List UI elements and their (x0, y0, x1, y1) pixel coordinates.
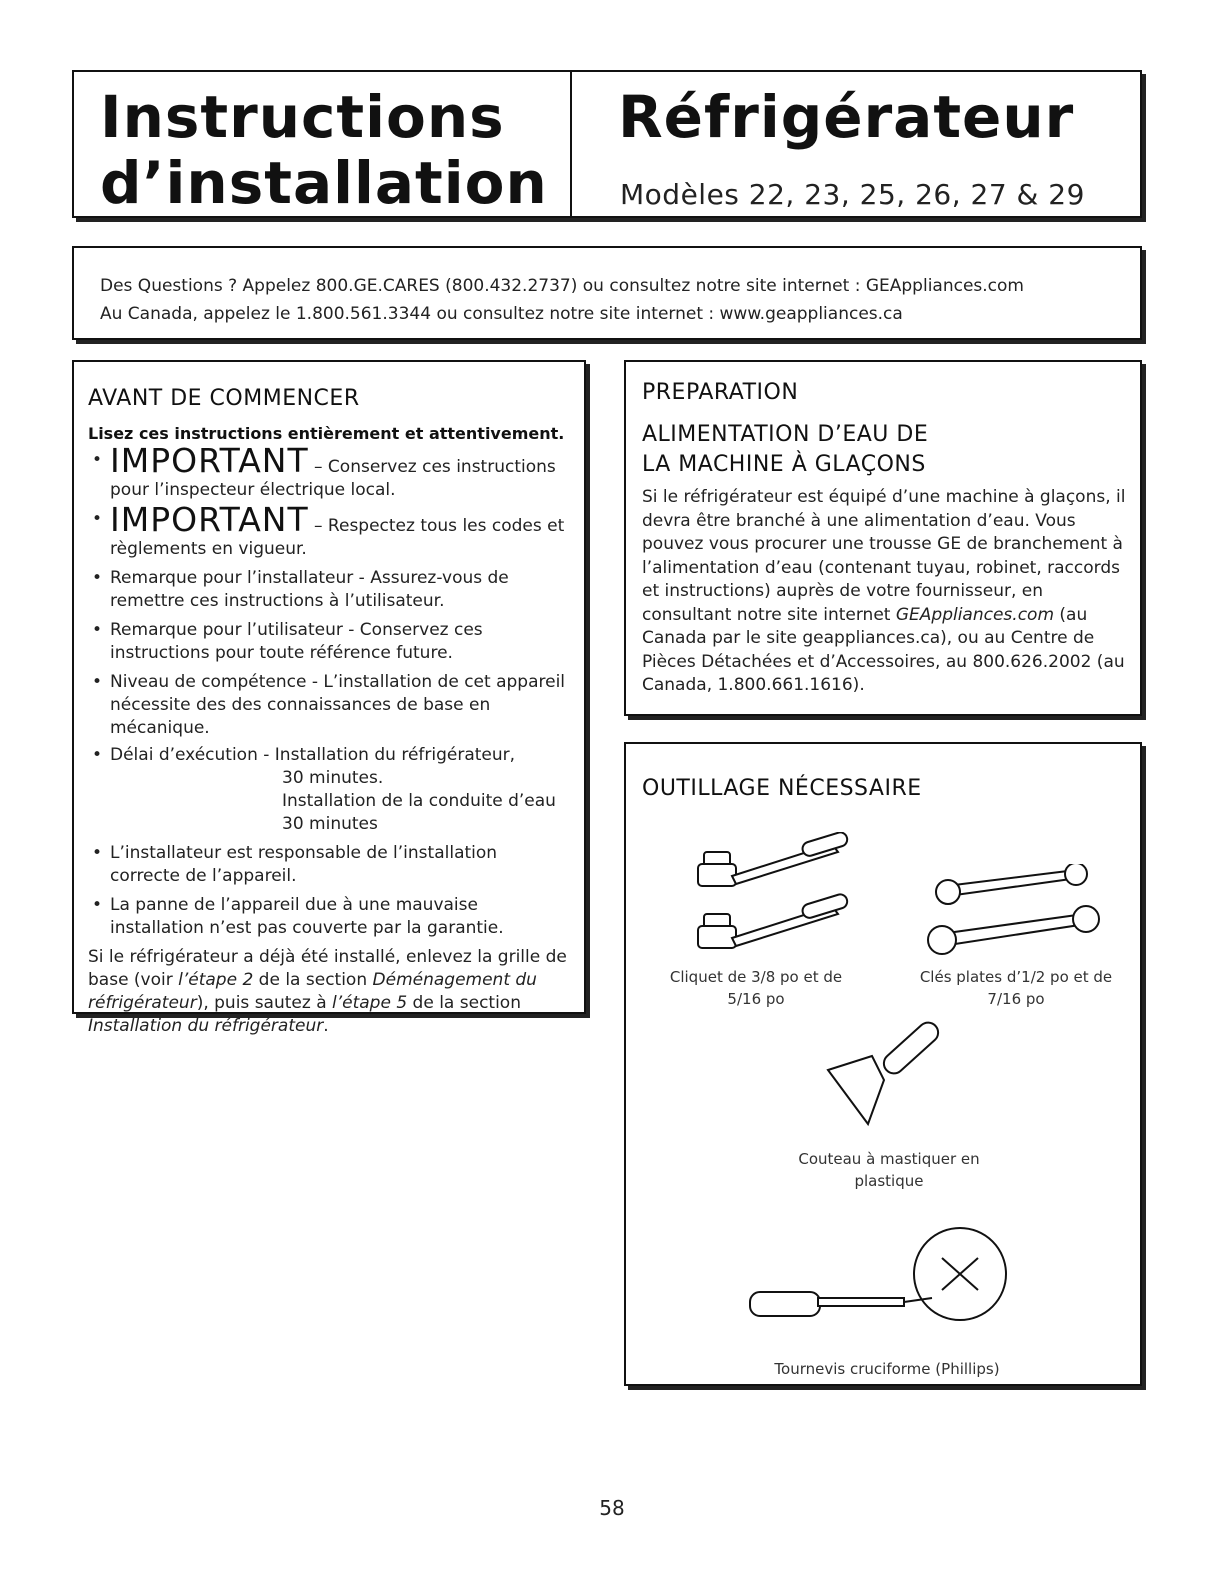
header (72, 70, 1142, 218)
header-left-panel (72, 70, 572, 218)
note-text: Si le réfrigérateur a déjà été installé, enlevez la grille de base (voir (88, 947, 567, 990)
note-text: l’étape 5 (332, 993, 408, 1013)
note-text: ), puis sautez à (196, 993, 333, 1013)
list-item: • Remarque pour l’utilisateur - Conservez ces instructions pour toute référence future. (88, 619, 570, 665)
note-text: de la section (407, 993, 521, 1013)
preparation-panel (624, 360, 1142, 716)
important-label: IMPORTANT (110, 500, 309, 539)
screwdriver-caption: Tournevis cruciforme (Phillips) (774, 1360, 1000, 1378)
wrench-caption: Clés plates d’1/2 po et de 7/16 po (919, 968, 1113, 1008)
duration-line: 30 minutes (282, 814, 378, 834)
list-item-text: – Respectez tous les codes et règlements en vigueur. (110, 516, 565, 559)
putty-knife-caption: Couteau à mastiquer en plastique (798, 1150, 980, 1190)
list-item-text: – Conservez ces instructions pour l’inspecteur électrique local. (110, 457, 556, 500)
phillips-screwdriver-icon (742, 1218, 1012, 1338)
section-title: OUTILLAGE NÉCESSAIRE (642, 776, 922, 801)
models-line: Modèles 22, 23, 25, 26, 27 & 29 (620, 178, 1085, 211)
body-text: Si le réfrigérateur est équipé d’une machine à glaçons, il devra être branché à une alimentation d’eau. Vous pouvez vous procurer une trousse GE de branchement à l’alimentation d’eau (contenant tuyau, robinet, raccords et instructions) auprès de votre fournisseur, en consultant notre site internet (642, 487, 1126, 625)
before-you-begin-panel (72, 360, 586, 1036)
title-line-1: Instructions (100, 83, 505, 151)
already-installed-note (88, 946, 570, 1038)
list-item: • Remarque pour l’installateur - Assurez-vous de remettre ces instructions à l’utilisateur. (88, 567, 570, 613)
water-supply-text (642, 486, 1126, 698)
section-subtitle: Lisez ces instructions entièrement et attentivement. (88, 424, 565, 443)
putty-knife-icon (822, 1020, 952, 1130)
section-title: PREPARATION (642, 380, 799, 405)
list-item (88, 744, 570, 836)
note-text: de la section (253, 970, 373, 990)
contact-box (72, 246, 1142, 340)
contact-line-us: Des Questions ? Appelez 800.GE.CARES (800.432.2737) ou consultez notre site internet : GEAppliances.com (100, 276, 1024, 296)
section-subtitle: ALIMENTATION D’EAU DE (642, 422, 929, 447)
duration-line: Installation de la conduite d’eau (282, 791, 556, 811)
instruction-list (88, 441, 570, 940)
section-title: AVANT DE COMMENCER (88, 386, 360, 411)
important-label: IMPORTANT (110, 441, 309, 480)
duration-line: Délai d’exécution - Installation du réfrigérateur, (110, 745, 516, 765)
body-text: (au Canada par le site geappliances.ca), ou au Centre de Pièces Détachées et d’Accessoires, au 800.626.2002 (au Canada, 1.800.661.1616). (642, 604, 1125, 695)
note-text: l’étape 2 (178, 970, 254, 990)
section-subtitle: LA MACHINE À GLAÇONS (642, 452, 926, 477)
ratchet-icon (682, 832, 872, 962)
note-text: Installation du réfrigérateur (88, 1016, 324, 1036)
note-text: Déménagement du réfrigérateur (88, 970, 537, 1013)
ratchet-caption: Cliquet de 3/8 po et de 5/16 po (669, 968, 843, 1008)
contact-line-canada: Au Canada, appelez le 1.800.561.3344 ou consultez notre site internet : www.geappliances.ca (100, 304, 903, 324)
page-number: 58 (599, 1496, 625, 1520)
duration-line: 30 minutes. (282, 768, 384, 788)
product-title: Réfrigérateur (618, 83, 1075, 151)
title-line-2: d’installation (100, 149, 548, 217)
wrench-icon (926, 864, 1106, 964)
note-text: . (323, 1016, 329, 1036)
header-right-panel (570, 70, 1142, 218)
list-item: • La panne de l’appareil due à une mauvaise installation n’est pas couverte par la garantie. (88, 894, 570, 940)
tools-panel (624, 742, 1142, 1386)
body-text: GEAppliances.com (895, 604, 1054, 625)
list-item: • Niveau de compétence - L’installation de cet appareil nécessite des des connaissances de base en mécanique. (88, 671, 570, 740)
list-item (88, 500, 570, 561)
list-item: • L’installateur est responsable de l’installation correcte de l’appareil. (88, 842, 570, 888)
list-item (88, 441, 570, 502)
